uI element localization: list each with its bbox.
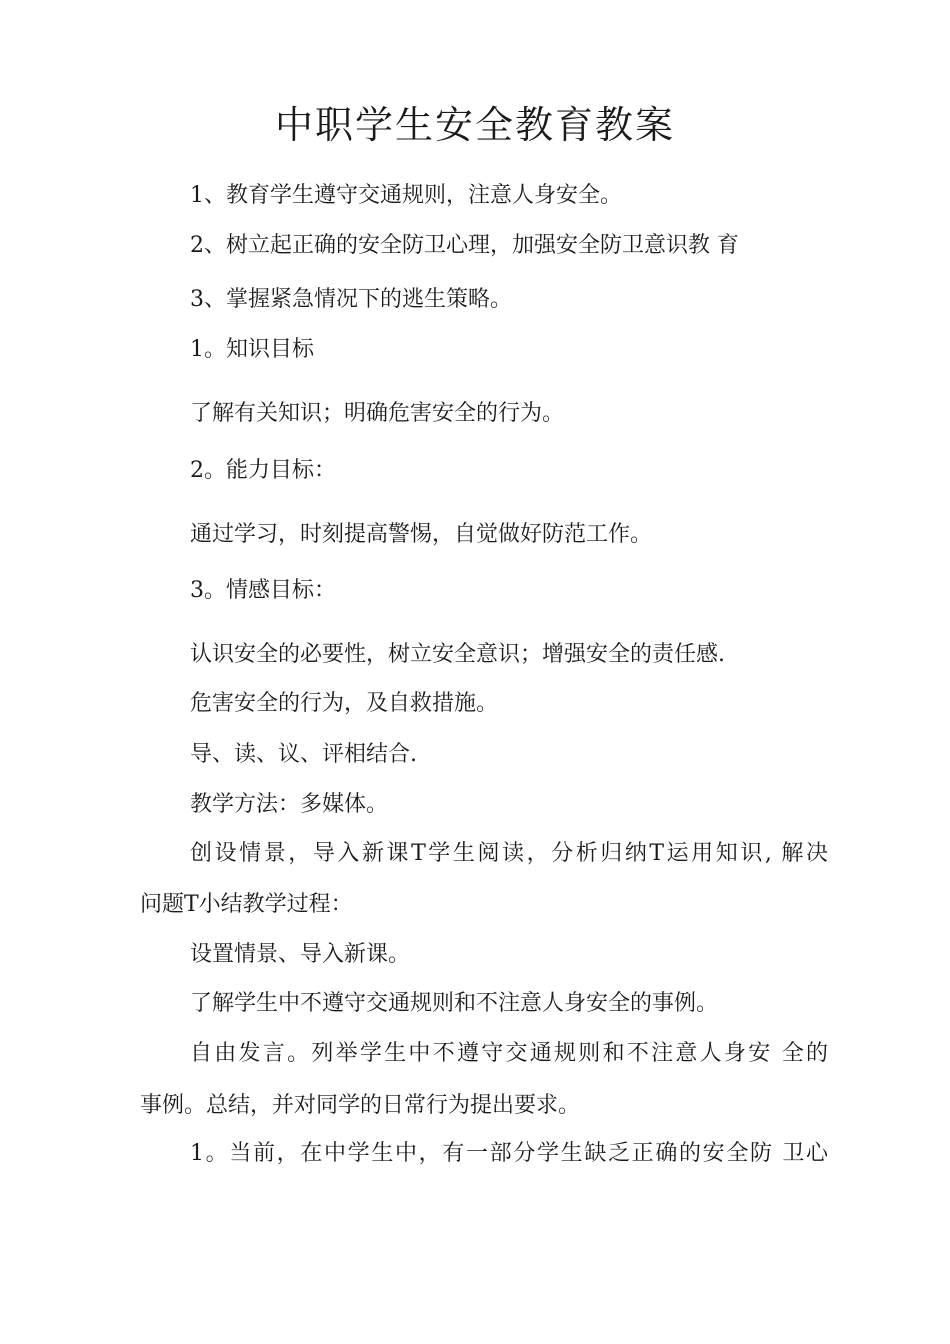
- paragraph-line: 教学方法：多媒体。: [190, 792, 389, 817]
- paragraph-line: 1。当前，在中学生中，有一部分学生缺乏正确的安全防 卫心: [190, 1141, 828, 1166]
- section-heading: 3。情感目标：: [190, 578, 336, 603]
- section-heading: 2。能力目标：: [190, 458, 336, 483]
- paragraph-line: 事例。总结，并对同学的日常行为提出要求。: [140, 1093, 581, 1118]
- paragraph-line: 导、读、议、评相结合.: [190, 742, 417, 767]
- paragraph-line: 通过学习，时刻提高警惕，自觉做好防范工作。: [190, 522, 653, 547]
- paragraph-line: 3、掌握紧急情况下的逃生策略。: [190, 287, 512, 312]
- paragraph-line: 创设情景，导入新课T学生阅读，分析归纳T运用知识, 解决: [190, 841, 828, 866]
- paragraph-line: 1、教育学生遵守交通规则，注意人身安全。: [190, 183, 622, 208]
- paragraph-line: 自由发言。列举学生中不遵守交通规则和不注意人身安 全的: [190, 1041, 828, 1066]
- paragraph-line: 设置情景、导入新课。: [190, 942, 411, 967]
- section-heading: 1。知识目标: [190, 337, 314, 362]
- paragraph-line: 认识安全的必要性，树立安全意识；增强安全的责任感.: [190, 642, 725, 667]
- paragraph-line: 了解有关知识；明确危害安全的行为。: [190, 401, 565, 426]
- paragraph-line: 2、树立起正确的安全防卫心理，加强安全防卫意识教 育: [190, 233, 739, 258]
- paragraph-line: 了解学生中不遵守交通规则和不注意人身安全的事例。: [190, 991, 719, 1016]
- paragraph-line: 危害安全的行为，及自救措施。: [190, 691, 499, 716]
- document-title: 中职学生安全教育教案: [274, 103, 675, 147]
- paragraph-line: 问题T小结教学过程：: [140, 892, 353, 917]
